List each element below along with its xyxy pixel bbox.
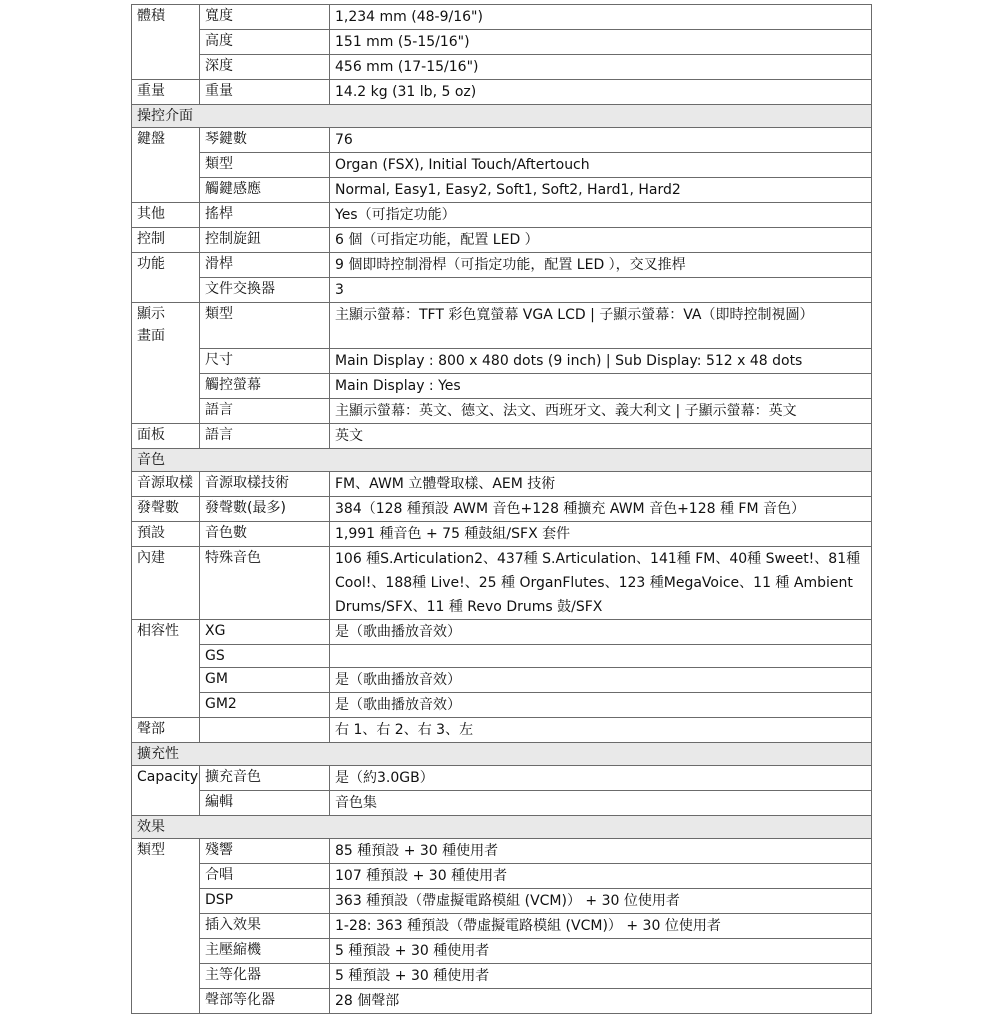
spec-label: 插入效果 bbox=[200, 914, 330, 939]
spec-row bbox=[132, 153, 872, 178]
spec-value: 右 1、右 2、右 3、左 bbox=[330, 718, 872, 743]
spec-value: 151 mm (5-15/16") bbox=[330, 30, 872, 55]
spec-label bbox=[200, 718, 330, 743]
spec-category: 面板 bbox=[132, 424, 200, 449]
spec-row bbox=[132, 522, 872, 547]
spec-value: 是（歌曲播放音效） bbox=[330, 668, 872, 693]
spec-value: Organ (FSX), Initial Touch/Aftertouch bbox=[330, 153, 872, 178]
spec-value: 456 mm (17-15/16") bbox=[330, 55, 872, 80]
spec-value: 28 個聲部 bbox=[330, 989, 872, 1014]
spec-row bbox=[132, 80, 872, 105]
spec-label: 搖桿 bbox=[200, 203, 330, 228]
spec-label: 發聲數(最多) bbox=[200, 497, 330, 522]
spec-row bbox=[132, 228, 872, 253]
spec-value: 是（約3.0GB） bbox=[330, 766, 872, 791]
spec-label: 殘響 bbox=[200, 839, 330, 864]
spec-row bbox=[132, 939, 872, 964]
spec-value: 1-28: 363 種預設（帶虛擬電路模組 (VCM)） + 30 位使用者 bbox=[330, 914, 872, 939]
spec-category: 其他 bbox=[132, 203, 200, 228]
spec-category bbox=[132, 399, 200, 424]
spec-row bbox=[132, 668, 872, 693]
spec-value: Yes（可指定功能） bbox=[330, 203, 872, 228]
spec-row bbox=[132, 766, 872, 791]
spec-label: 琴鍵數 bbox=[200, 128, 330, 153]
spec-category: 類型 bbox=[132, 839, 200, 864]
spec-label: 特殊音色 bbox=[200, 547, 330, 620]
spec-category bbox=[132, 278, 200, 303]
spec-row bbox=[132, 253, 872, 278]
spec-label: GM bbox=[200, 668, 330, 693]
spec-value: Main Display : Yes bbox=[330, 374, 872, 399]
spec-value: 9 個即時控制滑桿（可指定功能，配置 LED ），交叉推桿 bbox=[330, 253, 872, 278]
spec-row bbox=[132, 178, 872, 203]
spec-label: 控制旋鈕 bbox=[200, 228, 330, 253]
spec-label: 音源取樣技術 bbox=[200, 472, 330, 497]
spec-label: 主壓縮機 bbox=[200, 939, 330, 964]
spec-category: 內建 bbox=[132, 547, 200, 620]
spec-label: 編輯 bbox=[200, 791, 330, 816]
spec-label: XG bbox=[200, 620, 330, 645]
spec-row bbox=[132, 303, 872, 349]
spec-row bbox=[132, 839, 872, 864]
spec-category: 預設 bbox=[132, 522, 200, 547]
section-title: 音色 bbox=[132, 449, 872, 472]
spec-table-body bbox=[132, 5, 872, 1014]
spec-row bbox=[132, 203, 872, 228]
section-title: 操控介面 bbox=[132, 105, 872, 128]
section-title: 效果 bbox=[132, 816, 872, 839]
spec-row bbox=[132, 693, 872, 718]
spec-category bbox=[132, 964, 200, 989]
spec-value: 英文 bbox=[330, 424, 872, 449]
spec-label: 類型 bbox=[200, 153, 330, 178]
spec-value: 1,234 mm (48-9/16") bbox=[330, 5, 872, 30]
spec-label: GS bbox=[200, 645, 330, 668]
spec-value bbox=[330, 645, 872, 668]
spec-row bbox=[132, 349, 872, 374]
spec-row bbox=[132, 374, 872, 399]
spec-value: Main Display : 800 x 480 dots (9 inch) | Sub Display: 512 x 48 dots bbox=[330, 349, 872, 374]
spec-label: 觸鍵感應 bbox=[200, 178, 330, 203]
spec-value: 76 bbox=[330, 128, 872, 153]
spec-category: 鍵盤 bbox=[132, 128, 200, 153]
spec-category bbox=[132, 645, 200, 668]
spec-label: 重量 bbox=[200, 80, 330, 105]
spec-category bbox=[132, 30, 200, 55]
spec-value: Normal, Easy1, Easy2, Soft1, Soft2, Hard1, Hard2 bbox=[330, 178, 872, 203]
spec-row bbox=[132, 399, 872, 424]
spec-row bbox=[132, 472, 872, 497]
spec-category: 相容性 bbox=[132, 620, 200, 645]
spec-category bbox=[132, 889, 200, 914]
spec-category bbox=[132, 55, 200, 80]
spec-row bbox=[132, 278, 872, 303]
spec-value: 音色集 bbox=[330, 791, 872, 816]
spec-value: 107 種預設 + 30 種使用者 bbox=[330, 864, 872, 889]
spec-label: 尺寸 bbox=[200, 349, 330, 374]
section-title: 擴充性 bbox=[132, 743, 872, 766]
spec-category bbox=[132, 989, 200, 1014]
spec-category: 功能 bbox=[132, 253, 200, 278]
spec-category bbox=[132, 668, 200, 693]
spec-row bbox=[132, 620, 872, 645]
spec-row bbox=[132, 497, 872, 522]
spec-label: 類型 bbox=[200, 303, 330, 349]
spec-label: 文件交換器 bbox=[200, 278, 330, 303]
spec-value: 5 種預設 + 30 種使用者 bbox=[330, 964, 872, 989]
spec-label: 合唱 bbox=[200, 864, 330, 889]
spec-label: 深度 bbox=[200, 55, 330, 80]
spec-value: 6 個（可指定功能，配置 LED ） bbox=[330, 228, 872, 253]
section-header-row bbox=[132, 105, 872, 128]
spec-row bbox=[132, 791, 872, 816]
spec-category: Capacity bbox=[132, 766, 200, 791]
spec-row bbox=[132, 989, 872, 1014]
spec-label: 主等化器 bbox=[200, 964, 330, 989]
spec-category: 音源取樣 bbox=[132, 472, 200, 497]
spec-table bbox=[131, 4, 872, 1014]
spec-value: 363 種預設（帶虛擬電路模組 (VCM)） + 30 位使用者 bbox=[330, 889, 872, 914]
spec-label: GM2 bbox=[200, 693, 330, 718]
spec-row bbox=[132, 547, 872, 620]
spec-category: 顯示 畫面 bbox=[132, 303, 200, 349]
spec-label: 擴充音色 bbox=[200, 766, 330, 791]
spec-category bbox=[132, 374, 200, 399]
spec-value: 384（128 種預設 AWM 音色+128 種擴充 AWM 音色+128 種 FM 音色） bbox=[330, 497, 872, 522]
spec-category bbox=[132, 178, 200, 203]
spec-row bbox=[132, 914, 872, 939]
spec-value: 106 種S.Articulation2、437種 S.Articulation、141種 FM、40種 Sweet!、81種 Cool!、188種 Live!、25 種 OrganFlutes、123 種MegaVoice、11 種 Ambient Drums/SFX、11 種 Revo Drums 鼓/SFX bbox=[330, 547, 872, 620]
spec-label: 高度 bbox=[200, 30, 330, 55]
spec-value: 主顯示螢幕：英文、德文、法文、西班牙文、義大利文 | 子顯示螢幕：英文 bbox=[330, 399, 872, 424]
spec-label: DSP bbox=[200, 889, 330, 914]
spec-label: 語言 bbox=[200, 399, 330, 424]
spec-value: 14.2 kg (31 lb, 5 oz) bbox=[330, 80, 872, 105]
spec-value: 是（歌曲播放音效） bbox=[330, 693, 872, 718]
spec-category: 重量 bbox=[132, 80, 200, 105]
spec-row bbox=[132, 424, 872, 449]
spec-category: 體積 bbox=[132, 5, 200, 30]
spec-value: 3 bbox=[330, 278, 872, 303]
spec-label: 語言 bbox=[200, 424, 330, 449]
spec-row bbox=[132, 5, 872, 30]
spec-row bbox=[132, 55, 872, 80]
spec-row bbox=[132, 864, 872, 889]
spec-label: 寬度 bbox=[200, 5, 330, 30]
spec-value: 1,991 種音色 + 75 種鼓組/SFX 套件 bbox=[330, 522, 872, 547]
spec-value: 85 種預設 + 30 種使用者 bbox=[330, 839, 872, 864]
spec-category: 聲部 bbox=[132, 718, 200, 743]
spec-label: 觸控螢幕 bbox=[200, 374, 330, 399]
spec-category: 發聲數 bbox=[132, 497, 200, 522]
spec-label: 聲部等化器 bbox=[200, 989, 330, 1014]
spec-row bbox=[132, 889, 872, 914]
spec-category bbox=[132, 939, 200, 964]
spec-category: 控制 bbox=[132, 228, 200, 253]
spec-category bbox=[132, 693, 200, 718]
spec-value: 是（歌曲播放音效） bbox=[330, 620, 872, 645]
spec-label: 音色數 bbox=[200, 522, 330, 547]
spec-category bbox=[132, 864, 200, 889]
section-header-row bbox=[132, 449, 872, 472]
spec-value: FM、AWM 立體聲取樣、AEM 技術 bbox=[330, 472, 872, 497]
section-header-row bbox=[132, 816, 872, 839]
spec-value: 5 種預設 + 30 種使用者 bbox=[330, 939, 872, 964]
spec-row bbox=[132, 718, 872, 743]
spec-category bbox=[132, 153, 200, 178]
spec-value: 主顯示螢幕：TFT 彩色寬螢幕 VGA LCD | 子顯示螢幕：VA（即時控制視圖） bbox=[330, 303, 872, 349]
spec-row bbox=[132, 645, 872, 668]
spec-category bbox=[132, 791, 200, 816]
spec-category bbox=[132, 914, 200, 939]
spec-row bbox=[132, 964, 872, 989]
spec-label: 滑桿 bbox=[200, 253, 330, 278]
spec-category bbox=[132, 349, 200, 374]
section-header-row bbox=[132, 743, 872, 766]
spec-row bbox=[132, 30, 872, 55]
spec-row bbox=[132, 128, 872, 153]
